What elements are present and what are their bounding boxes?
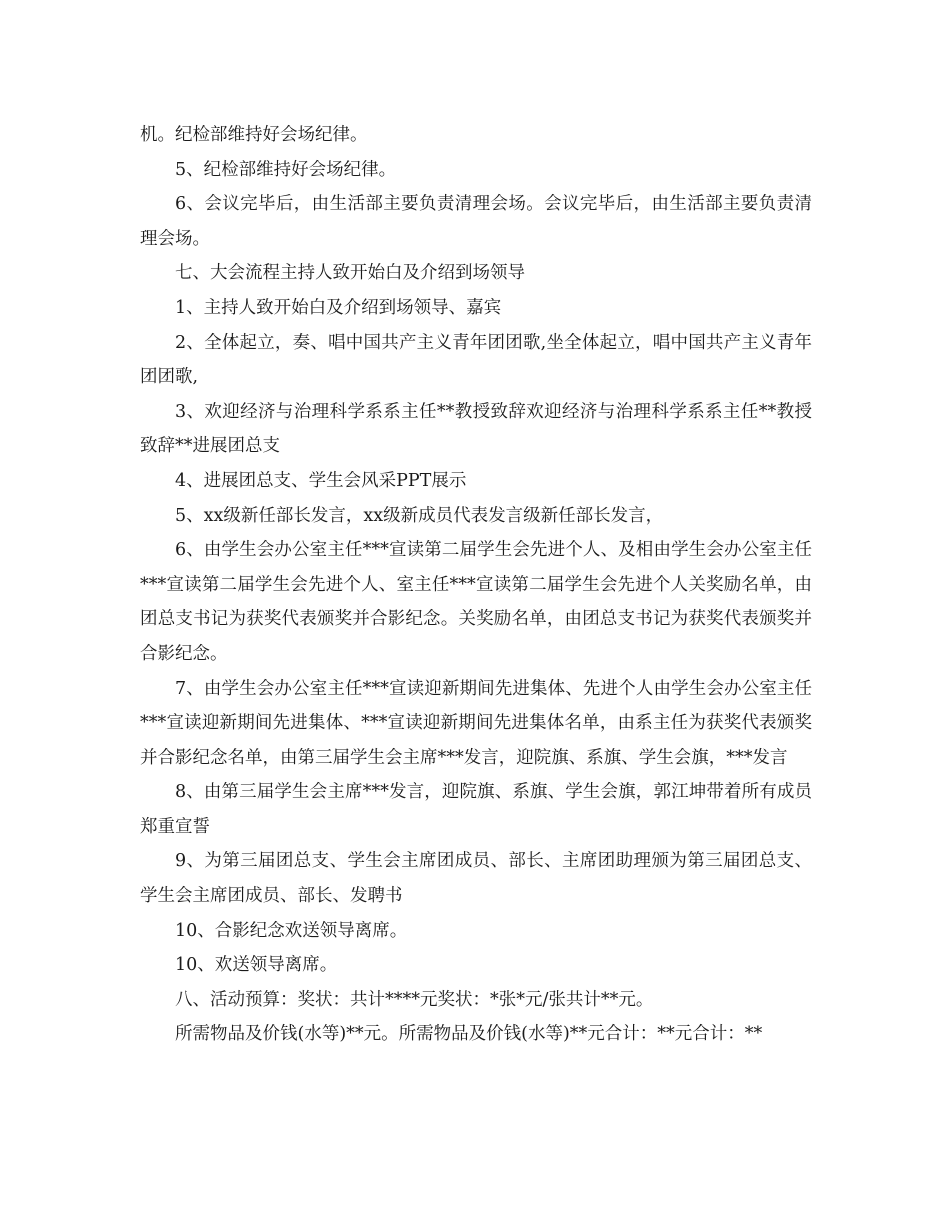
paragraph-agenda-10b: 10、欢送领导离席。	[175, 955, 338, 976]
paragraph-agenda-4: 4、进展团总支、学生会风采PPT展示	[175, 470, 467, 491]
section-heading-agenda: 七、大会流程主持人致开始白及介绍到场领导	[175, 263, 525, 284]
paragraph-agenda-8: 8、由第三届学生会主席***发言，迎院旗、系旗、学生会旗，郭江坤带着所有成员郑重宣誓	[140, 782, 812, 837]
paragraph-agenda-7: 7、由学生会办公室主任***宣读迎新期间先进集体、先进个人由学生会办公室主任***宣读迎新期间先进集体、***宣读迎新期间先进集体名单，由系主任为获奖代表颁奖并合影纪念名单，由第三届学生会主席***发言，迎院旗、系旗、学生会旗，***发言	[140, 678, 812, 768]
paragraph-continuation: 机。纪检部维持好会场纪律。	[140, 125, 368, 145]
paragraph-agenda-2: 2、全体起立，奏、唱中国共产主义青年团团歌,坐全体起立，唱中国共产主义青年团团歌,	[140, 332, 812, 388]
paragraph-agenda-1: 1、主持人致开始白及介绍到场领导、嘉宾	[175, 297, 502, 318]
paragraph-budget-items: 所需物品及价钱(水等)**元。所需物品及价钱(水等)**元合计：**元合计：**	[175, 1024, 763, 1045]
paragraph-agenda-9: 9、为第三届团总支、学生会主席团成员、部长、主席团助理颁为第三届团总支、学生会主席团成员、部长、发聘书	[140, 851, 812, 907]
paragraph-agenda-6: 6、由学生会办公室主任***宣读第二届学生会先进个人、及相由学生会办公室主任***宣读第二届学生会先进个人、室主任***宣读第二届学生会先进个人关奖励名单，由团总支书记为获奖代表颁奖并合影纪念。关奖励名单，由团总支书记为获奖代表颁奖并合影纪念。	[140, 540, 812, 664]
paragraph-agenda-5: 5、xx级新任部长发言，xx级新成员代表发言级新任部长发言，	[175, 505, 664, 526]
section-heading-budget: 八、活动预算：奖状：共计****元奖状：*张*元/张共计**元。	[175, 989, 654, 1010]
paragraph-item-5-discipline: 5、纪检部维持好会场纪律。	[175, 159, 397, 180]
paragraph-agenda-3: 3、欢迎经济与治理科学系系主任**教授致辞欢迎经济与治理科学系系主任**教授致辞**进展团总支	[140, 401, 812, 457]
paragraph-item-6-cleanup: 6、会议完毕后，由生活部主要负责清理会场。会议完毕后，由生活部主要负责清理会场。	[140, 194, 812, 249]
paragraph-agenda-10a: 10、合影纪念欢送领导离席。	[175, 920, 408, 941]
document-body	[140, 118, 812, 1052]
